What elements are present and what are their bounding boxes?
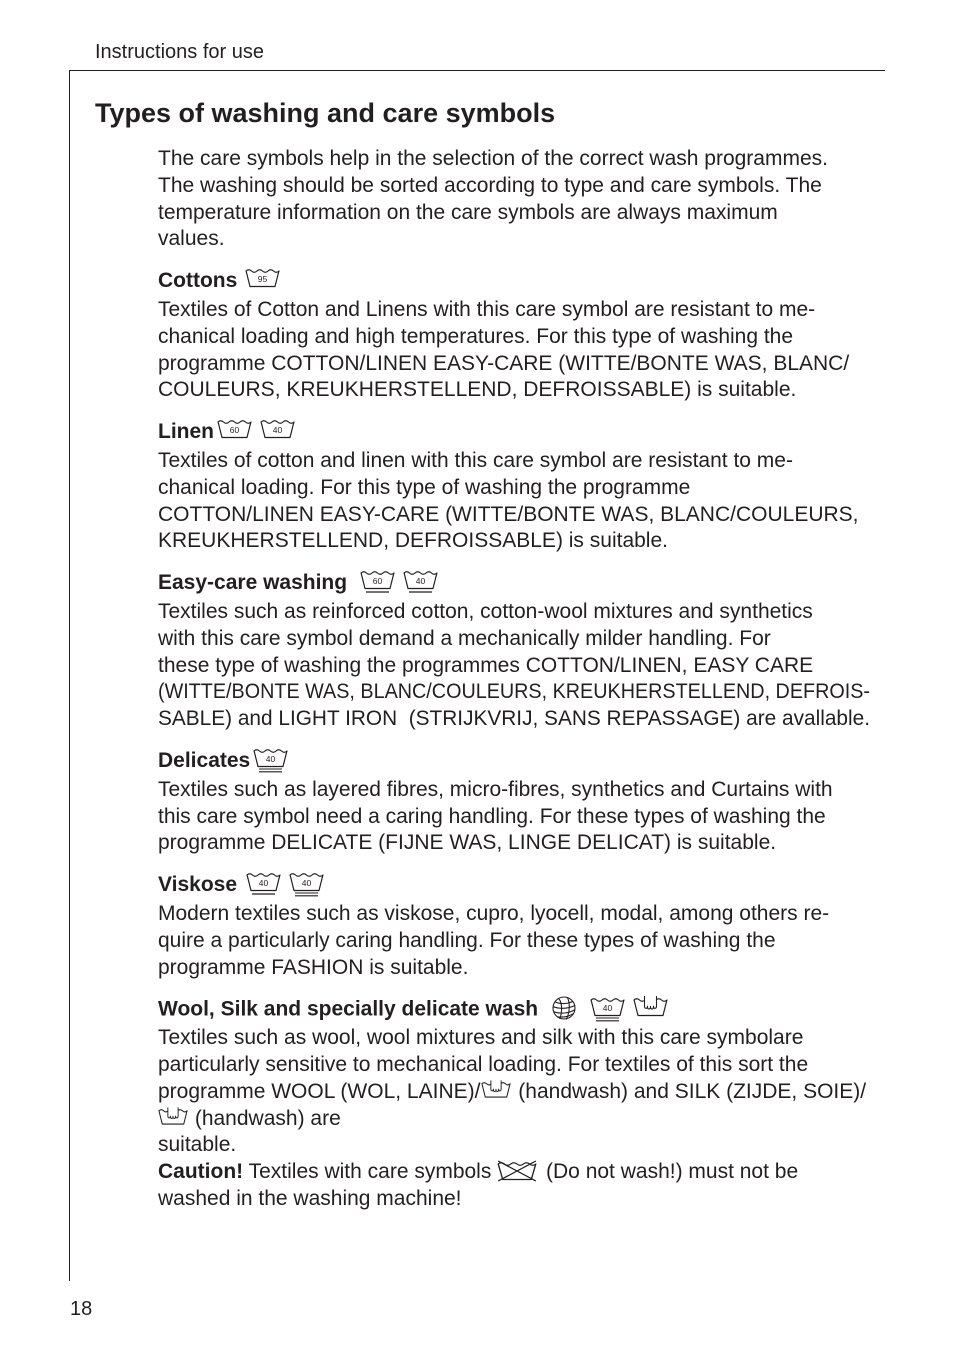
text-line (158, 528, 668, 555)
wash-tub-double-bar-icon (590, 996, 625, 1022)
line-text: washed in the washing machine! (158, 1186, 462, 1210)
line-text: Textiles of Cotton and Linens with this care symbol are resistant to me- (158, 297, 816, 321)
hand-wash-icon (158, 1107, 188, 1130)
line-text: suitable. (158, 1133, 237, 1157)
section-wool-silk (158, 995, 915, 1212)
text-line (158, 830, 776, 857)
line-text: programme FASHION is suitable. (158, 955, 469, 979)
wash-tub-icon (217, 418, 252, 444)
running-title: Instructions for use (95, 41, 264, 63)
line-text: temperature information on the care symbols are always maximum (158, 200, 778, 224)
line-text: Textiles such as layered fibres, micro-fibres, synthetics and Curtains with (158, 777, 833, 801)
line-text: chanical loading and high temperatures. For this type of washing the (158, 324, 794, 348)
section-delicates (158, 747, 915, 857)
line-text: quire a particularly caring handling. For these types of washing the (158, 928, 776, 952)
section-cottons (158, 267, 915, 404)
text-line (158, 173, 822, 200)
section-heading (158, 871, 324, 898)
text-line (158, 777, 833, 804)
text-line (158, 706, 870, 733)
wash-tub-icon (260, 418, 295, 444)
do-not-wash-icon (497, 1160, 537, 1182)
caution-line (158, 1159, 798, 1186)
line-text: Textiles such as reinforced cotton, cotton-wool mixtures and synthetics (158, 599, 813, 623)
intro-paragraph (158, 146, 915, 253)
line-text: programme WOOL (WOL, LAINE)/ (158, 1079, 481, 1103)
svg-text:60: 60 (229, 425, 240, 436)
line-text: Textiles of cotton and linen with this care symbol are resistant to me- (158, 448, 793, 472)
caution-label: Caution! (158, 1160, 244, 1184)
section-linen (158, 418, 915, 555)
line-text: COULEURS, KREUKHERSTELLEND, DEFROISSABLE) is suitable. (158, 378, 797, 402)
text-line (158, 626, 771, 653)
section-heading-text: Cottons (158, 269, 238, 293)
text-line (158, 679, 870, 706)
svg-text:60: 60 (372, 576, 383, 587)
section-heading-text: Delicates (158, 748, 251, 772)
line-text: The washing should be sorted according to type and care symbols. The (158, 173, 822, 197)
text-line (158, 475, 690, 502)
line-text: SABLE) and LIGHT IRON (STRIJKVRIJ, SANS REPASSAGE) are avallable. (158, 707, 870, 731)
line-text: Modern textiles such as viskose, cupro, lyocell, modal, among others re- (158, 901, 830, 925)
line-text: KREUKHERSTELLEND, DEFROISSABLE) is suitable. (158, 529, 668, 553)
section-heading-text: Easy-care washing (158, 571, 348, 595)
line-text: chanical loading. For this type of washing the programme (158, 475, 691, 499)
line-text: (handwash) and SILK (ZIJDE, SOIE)/ (512, 1079, 867, 1103)
line-text: these type of washing the programmes COTTON/LINEN, EASY CARE (158, 653, 814, 677)
wash-tub-double-bar-icon (289, 871, 324, 897)
text-line (158, 1106, 341, 1133)
page-title: Types of washing and care symbols (95, 98, 556, 128)
section-heading-text: Linen (158, 420, 214, 444)
section-heading (158, 569, 438, 596)
text-line (158, 448, 793, 475)
line-text: values. (158, 227, 225, 251)
wash-tub-double-bar-icon (253, 747, 288, 773)
text-line (158, 653, 813, 680)
line-text: COTTON/LINEN EASY-CARE (WITTE/BONTE WAS, BLANC/COULEURS, (158, 502, 859, 526)
line-text: (handwash) are (189, 1106, 341, 1130)
text-line (158, 1079, 866, 1106)
line-text: programme DELICATE (FIJNE WAS, LINGE DELICAT) is suitable. (158, 831, 777, 855)
text-line (158, 324, 793, 351)
section-heading (158, 418, 295, 445)
line-text: The care symbols help in the selection of the correct wash programmes. (158, 147, 828, 170)
margin-rule (69, 70, 70, 1281)
line-text: Textiles with care symbols (243, 1160, 498, 1184)
page-content (158, 146, 915, 1213)
text-line (158, 928, 776, 955)
section-easy-care (158, 569, 915, 733)
wool-yarn-icon (550, 995, 578, 1021)
section-heading-text: Viskose (158, 873, 238, 897)
svg-text:40: 40 (301, 878, 312, 889)
text-line (158, 351, 849, 378)
line-text: particularly sensitive to mechanical loading. For textiles of this sort the (158, 1052, 809, 1076)
wash-tub-single-bar-icon (246, 871, 281, 897)
text-line (158, 1186, 462, 1213)
svg-text:40: 40 (602, 1002, 613, 1013)
line-text: (Do not wash!) must not be (540, 1160, 799, 1184)
header-rule (69, 70, 885, 71)
line-text: with this care symbol demand a mechanically milder handling. For (158, 626, 771, 650)
text-line (158, 377, 796, 404)
wash-tub-icon (245, 267, 280, 293)
text-line (158, 502, 859, 529)
svg-text:95: 95 (258, 274, 268, 285)
text-line (158, 226, 225, 253)
line-text: this care symbol need a caring handling. For these types of washing the (158, 804, 826, 828)
section-heading-text: Wool, Silk and specially delicate wash (158, 997, 539, 1021)
svg-text:40: 40 (266, 753, 276, 764)
section-heading (158, 267, 280, 294)
text-line (158, 955, 468, 982)
page-number: 18 (70, 1298, 93, 1320)
wash-tub-single-bar-icon (403, 569, 438, 595)
svg-text:40: 40 (415, 576, 426, 587)
section-viskose (158, 871, 915, 981)
line-text: programme COTTON/LINEN EASY-CARE (WITTE/BONTE WAS, BLANC/ (158, 351, 850, 375)
hand-wash-icon (633, 996, 668, 1022)
text-line (158, 146, 828, 173)
section-heading (158, 747, 288, 774)
text-line (158, 297, 815, 324)
text-line (158, 200, 778, 227)
text-line (158, 1052, 808, 1079)
line-text: Textiles such as wool, wool mixtures and silk with this care symbolare (158, 1026, 804, 1050)
svg-text:40: 40 (258, 878, 269, 889)
line-text: (WITTE/BONTE WAS, BLANC/COULEURS, KREUKHERSTELLEND, DEFROIS- (158, 680, 870, 704)
section-heading (158, 995, 668, 1022)
text-line (158, 804, 826, 831)
text-line (158, 1025, 803, 1052)
svg-text:40: 40 (272, 425, 283, 436)
hand-wash-icon (481, 1080, 511, 1103)
text-line (158, 901, 829, 928)
wash-tub-single-bar-icon (360, 569, 395, 595)
text-line (158, 1132, 236, 1159)
text-line (158, 599, 813, 626)
